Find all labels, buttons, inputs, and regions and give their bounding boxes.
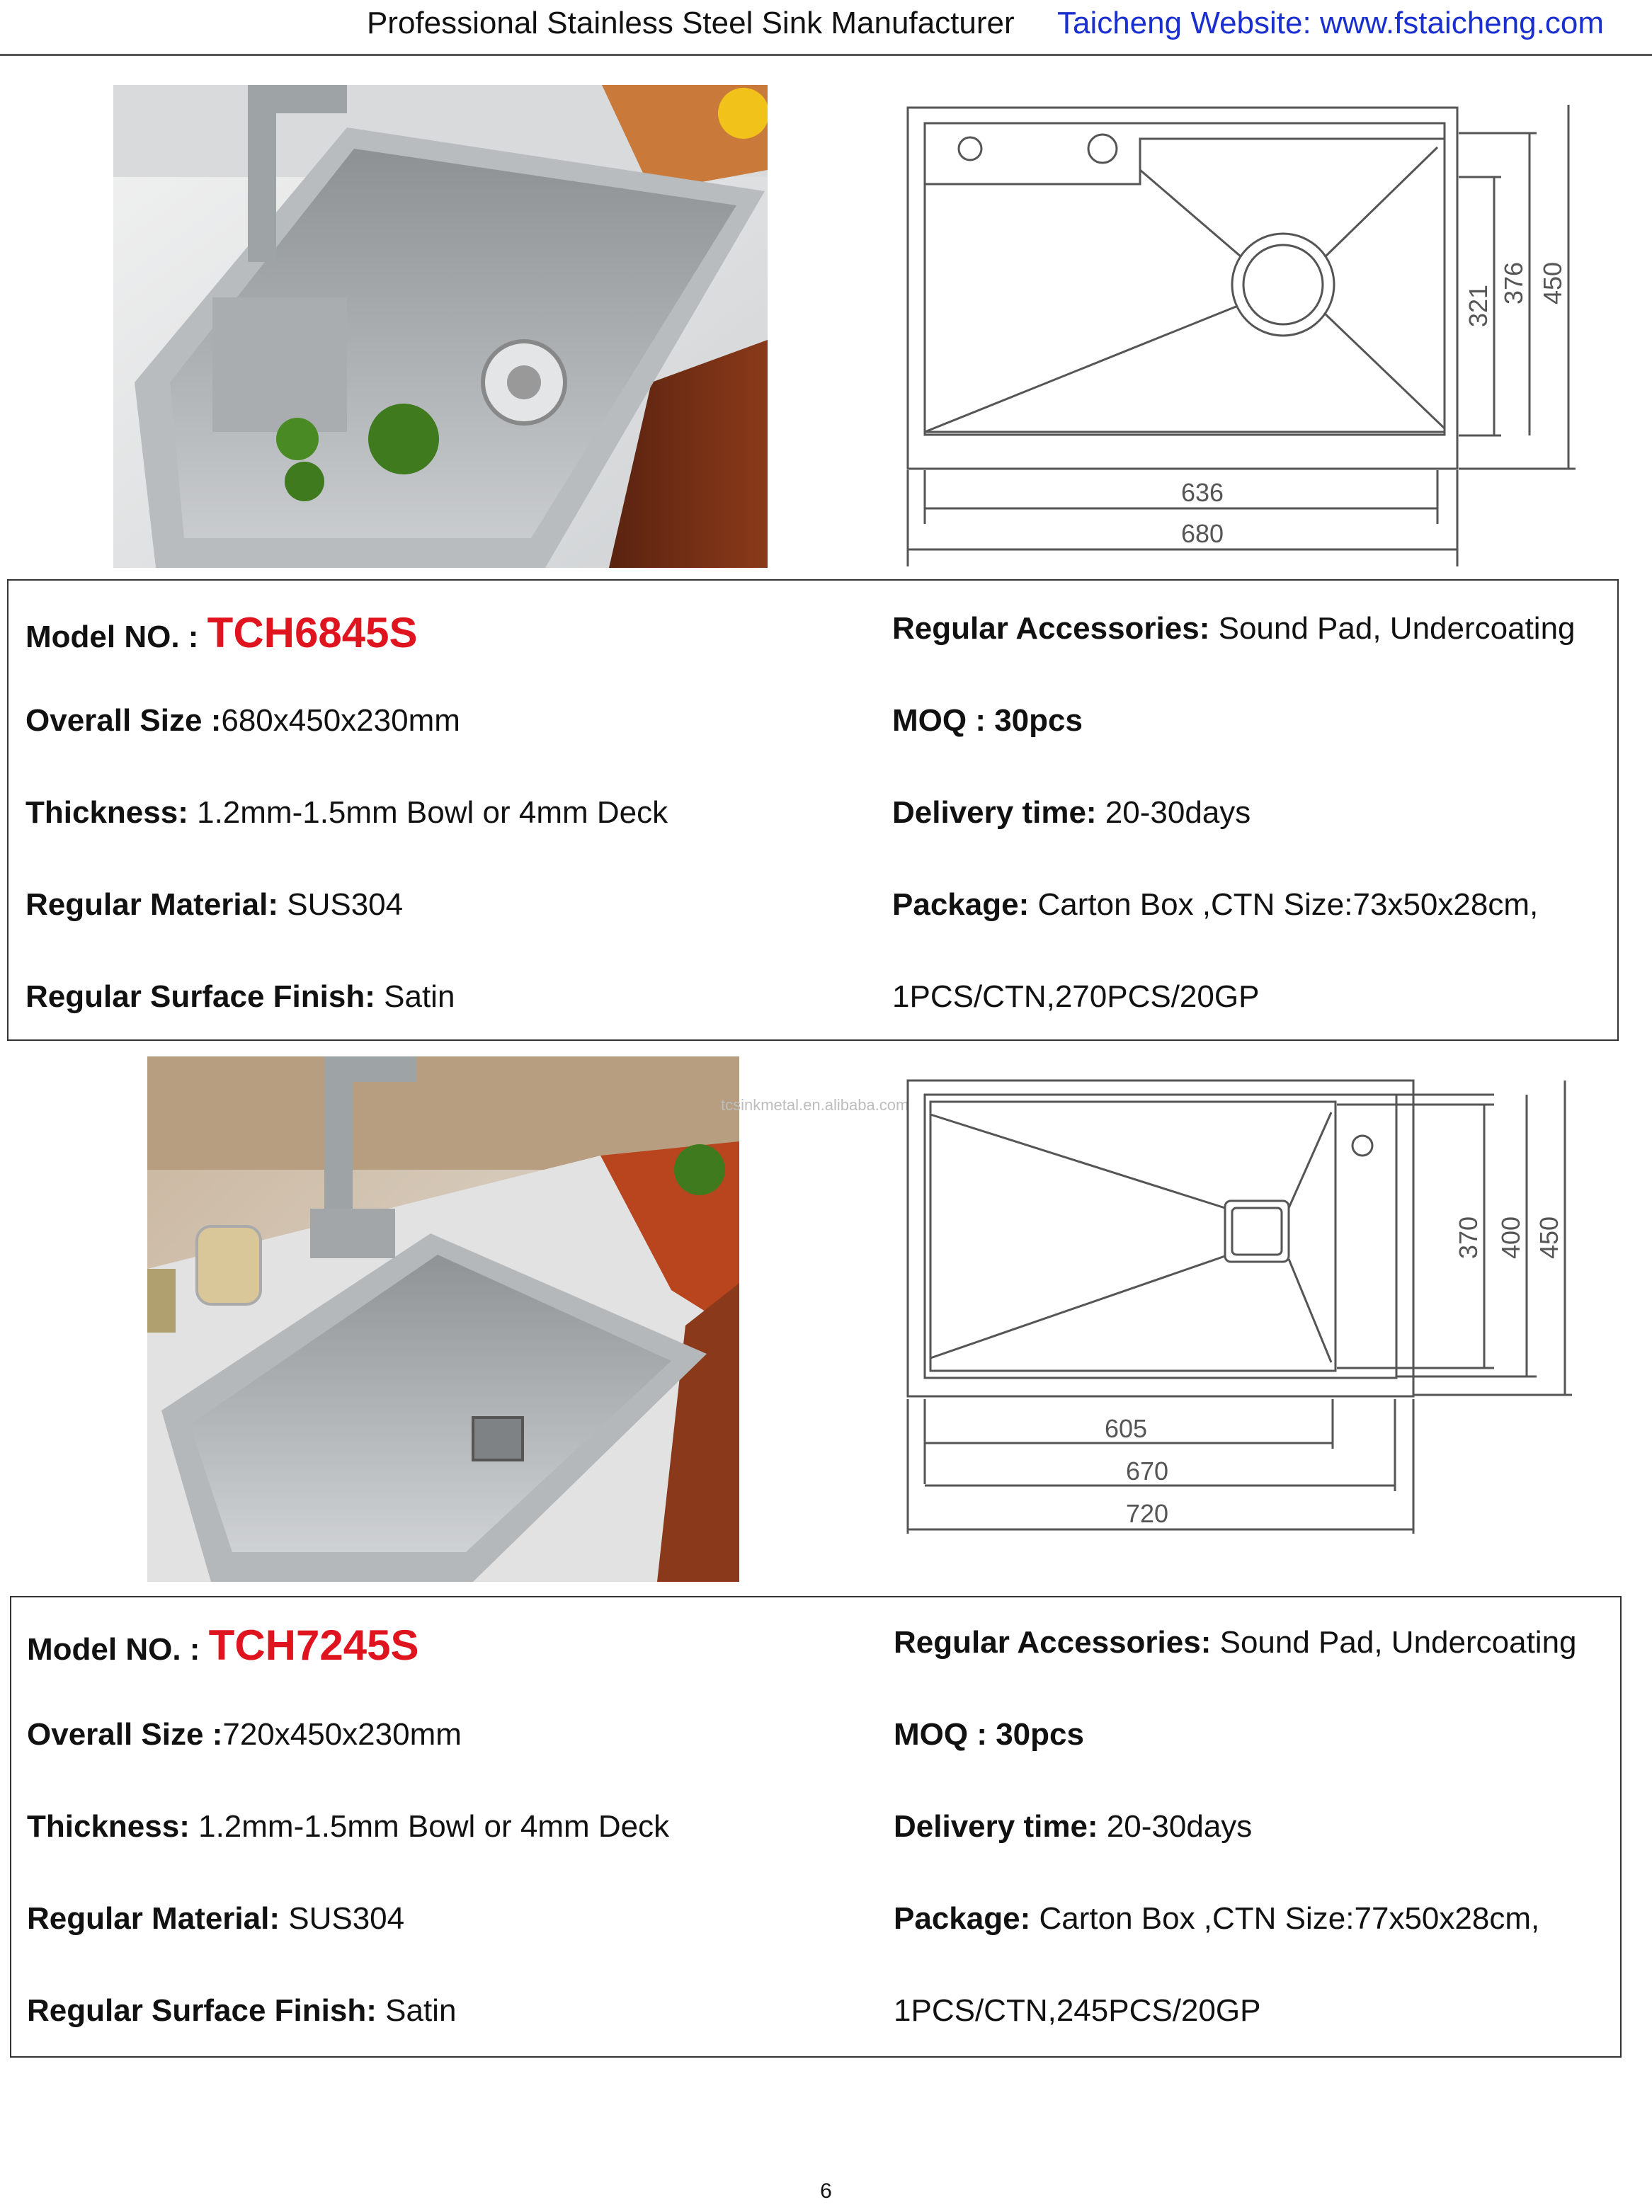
spec-material: Regular Material: SUS304 [25, 887, 404, 922]
spec-package-line2: 1PCS/CTN,270PCS/20GP [892, 979, 1260, 1014]
spec-box-tch7245s [10, 1596, 1622, 2058]
header-tagline: Professional Stainless Steel Sink Manufacturer [366, 6, 1015, 40]
dim-height-3: 450 [1534, 1216, 1563, 1260]
model-number: TCH7245S [208, 1621, 419, 1669]
spec-package: Package: Carton Box ,CTN Size:77x50x28cm, [894, 1901, 1540, 1936]
spec-package: Package: Carton Box ,CTN Size:73x50x28cm, [892, 887, 1539, 922]
spec-model: Model NO. : TCH7245S [27, 1621, 419, 1669]
dim-width-2: 670 [1126, 1456, 1169, 1486]
dim-height-1: 370 [1454, 1216, 1483, 1260]
spec-overall-size: Overall Size :680x450x230mm [25, 703, 460, 738]
dim-height-3: 450 [1538, 261, 1567, 305]
technical-drawing-tch6845s [899, 99, 1593, 566]
header-website: Website: www.fstaicheng.com [1190, 6, 1604, 40]
header-text [367, 6, 1604, 41]
page-number: 6 [820, 2179, 832, 2203]
header-brand: Taicheng [1056, 6, 1183, 40]
spec-thickness: Thickness: 1.2mm-1.5mm Bowl or 4mm Deck [27, 1809, 670, 1844]
spec-box-tch6845s [7, 579, 1619, 1041]
spec-delivery: Delivery time: 20-30days [892, 795, 1251, 830]
spec-delivery: Delivery time: 20-30days [894, 1809, 1253, 1844]
spec-accessories: Regular Accessories: Sound Pad, Undercoating [892, 611, 1576, 646]
spec-accessories: Regular Accessories: Sound Pad, Undercoating [894, 1625, 1577, 1660]
spec-material: Regular Material: SUS304 [27, 1901, 405, 1936]
dim-width-outer: 680 [1181, 519, 1224, 548]
spec-moq: MOQ : 30pcs [892, 703, 1083, 738]
dim-width-inner: 636 [1181, 478, 1224, 507]
product-photo-tch6845s [113, 85, 768, 568]
spec-moq: MOQ : 30pcs [894, 1717, 1084, 1752]
spec-overall-size: Overall Size :720x450x230mm [27, 1717, 462, 1752]
dim-width-1: 605 [1105, 1414, 1148, 1443]
dim-height-1: 321 [1464, 284, 1493, 328]
page-header [0, 0, 1652, 56]
dim-height-2: 376 [1499, 261, 1528, 305]
spec-surface-finish: Regular Surface Finish: Satin [25, 979, 455, 1014]
dim-height-2: 400 [1496, 1216, 1525, 1260]
model-number: TCH6845S [207, 609, 418, 656]
spec-package-line2: 1PCS/CTN,245PCS/20GP [894, 1993, 1261, 2028]
spec-surface-finish: Regular Surface Finish: Satin [27, 1993, 457, 2028]
technical-drawing-tch7245s [899, 1073, 1593, 1548]
product-photo-tch7245s [147, 1056, 739, 1582]
spec-thickness: Thickness: 1.2mm-1.5mm Bowl or 4mm Deck [25, 795, 668, 830]
watermark: tcsinkmetal.en.alibaba.com [721, 1096, 909, 1114]
spec-model: Model NO. : TCH6845S [25, 609, 418, 656]
dim-width-3: 720 [1126, 1499, 1169, 1528]
